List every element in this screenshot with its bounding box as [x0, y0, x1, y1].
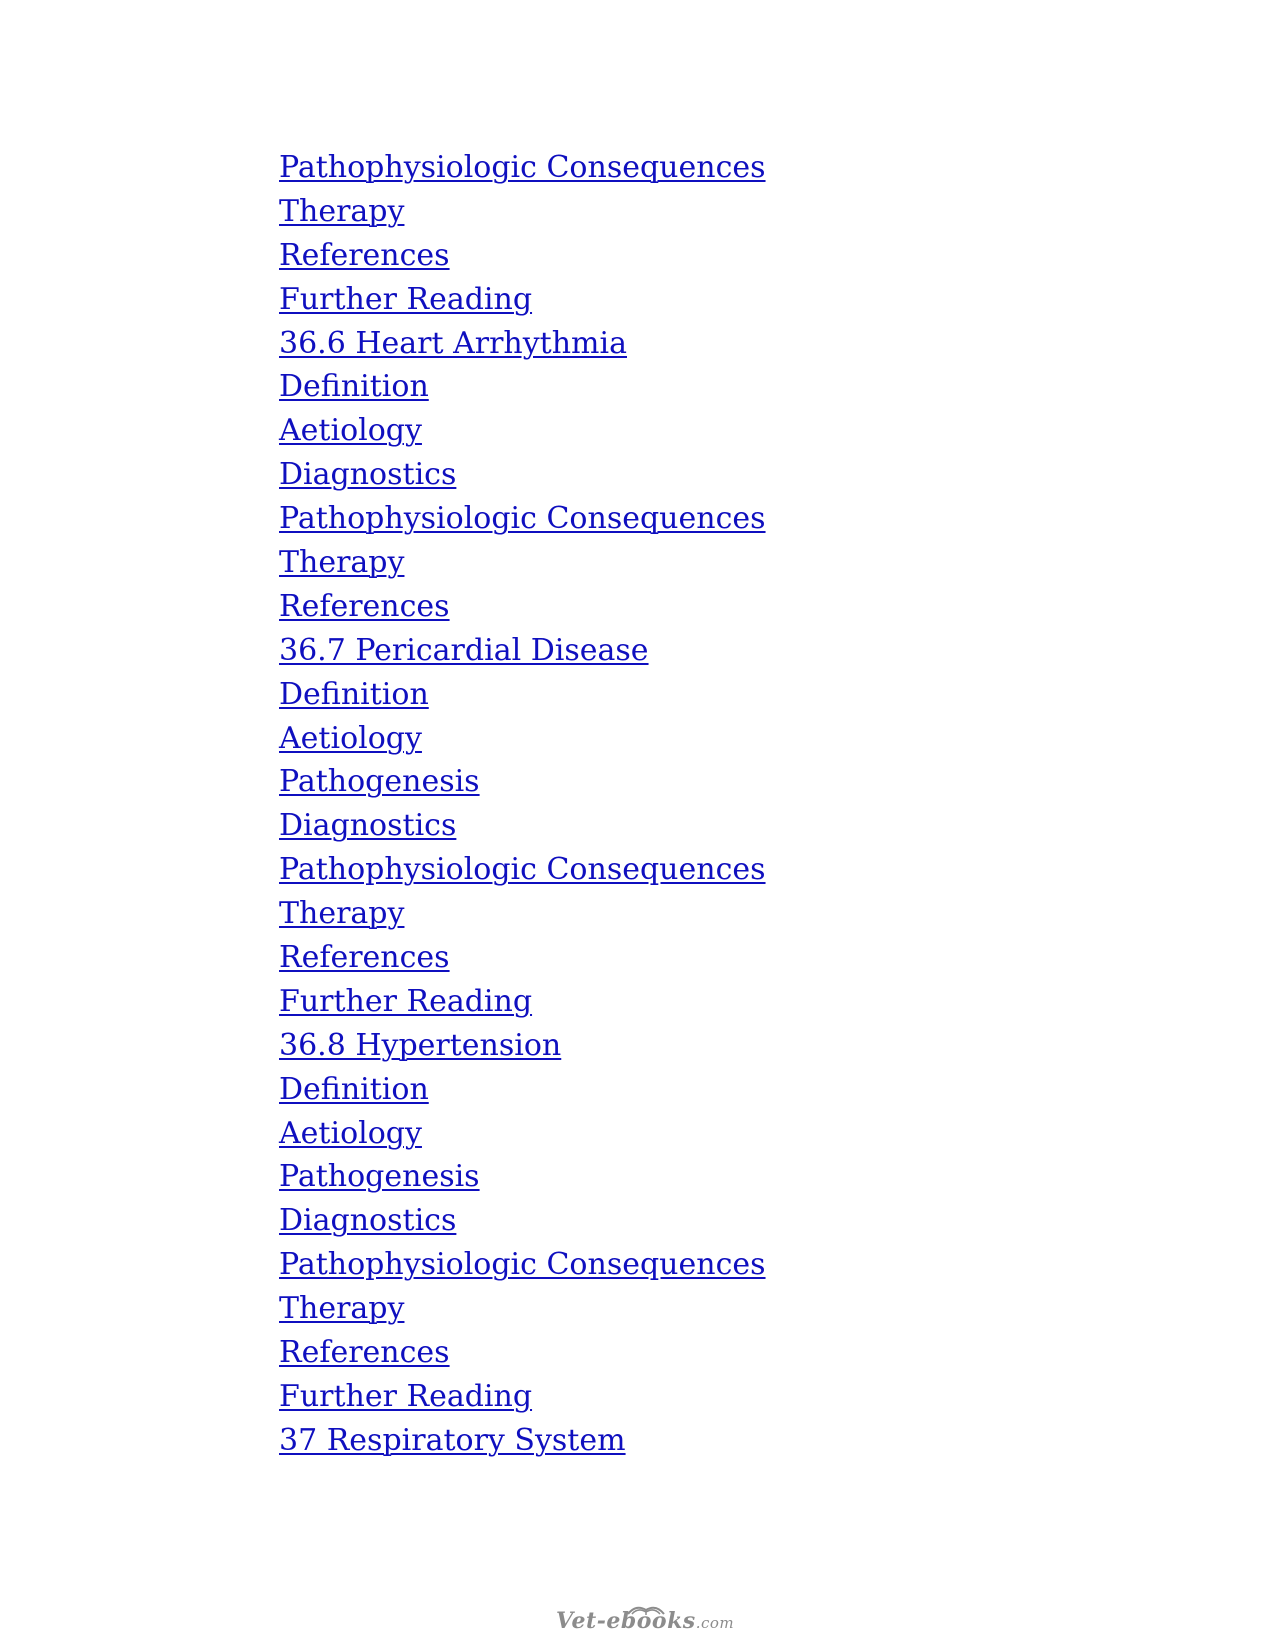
toc-link[interactable]: 36.8 Hypertension: [279, 1027, 562, 1063]
toc-link[interactable]: Pathophysiologic Consequences: [279, 852, 766, 888]
toc-link[interactable]: Pathophysiologic Consequences: [279, 150, 766, 185]
toc-entry: [279, 541, 766, 585]
toc-link[interactable]: Pathophysiologic Consequences: [279, 1247, 766, 1283]
toc-entry: [279, 1287, 766, 1331]
toc-entry: [279, 1243, 766, 1287]
footer-logo: [556, 1600, 735, 1636]
toc-entry: [279, 190, 766, 234]
table-of-contents: [279, 146, 766, 1463]
toc-entry: [279, 936, 766, 980]
toc-link[interactable]: 37 Respiratory System: [279, 1422, 626, 1458]
toc-link[interactable]: 36.7 Pericardial Disease: [279, 632, 649, 668]
toc-entry: [279, 1068, 766, 1112]
toc-entry: [279, 497, 766, 541]
toc-link[interactable]: Aetiology: [279, 720, 422, 756]
footer-logo-text: [556, 1608, 734, 1634]
toc-entry: [279, 453, 766, 497]
toc-link[interactable]: References: [279, 588, 450, 624]
toc-entry: [279, 322, 766, 366]
toc-entry: [279, 1112, 766, 1156]
toc-link[interactable]: Diagnostics: [279, 457, 457, 493]
toc-entry: [279, 673, 766, 717]
toc-link[interactable]: Diagnostics: [279, 1203, 457, 1239]
toc-entry: [279, 848, 766, 892]
toc-entry: [279, 1024, 766, 1068]
toc-entry: [279, 146, 766, 190]
toc-link[interactable]: Therapy: [279, 1291, 405, 1327]
toc-link[interactable]: Therapy: [279, 896, 405, 932]
toc-link[interactable]: References: [279, 940, 450, 976]
toc-entry: [279, 1419, 766, 1463]
toc-entry: [279, 629, 766, 673]
toc-entry: [279, 1375, 766, 1419]
toc-entry: [279, 585, 766, 629]
toc-entry: [279, 409, 766, 453]
toc-link[interactable]: Definition: [279, 676, 429, 712]
toc-link[interactable]: 36.6 Heart Arrhythmia: [279, 325, 627, 361]
toc-link[interactable]: References: [279, 237, 450, 273]
toc-link[interactable]: Aetiology: [279, 413, 422, 449]
toc-entry: [279, 1199, 766, 1243]
toc-link[interactable]: Further Reading: [279, 1378, 533, 1414]
toc-entry: [279, 365, 766, 409]
toc-link[interactable]: Pathogenesis: [279, 764, 480, 800]
toc-link[interactable]: References: [279, 1335, 450, 1371]
toc-entry: [279, 980, 766, 1024]
toc-entry: [279, 717, 766, 761]
toc-link[interactable]: Pathogenesis: [279, 1159, 480, 1195]
toc-entry: [279, 1331, 766, 1375]
toc-entry: [279, 804, 766, 848]
footer-logo-suffix: .com: [695, 1614, 735, 1632]
toc-entry: [279, 1155, 766, 1199]
footer-logo-name: Vet-ebooks: [556, 1608, 696, 1634]
toc-link[interactable]: Further Reading: [279, 281, 533, 317]
toc-link[interactable]: Further Reading: [279, 983, 533, 1019]
toc-link[interactable]: Therapy: [279, 545, 405, 581]
toc-link[interactable]: Pathophysiologic Consequences: [279, 501, 766, 537]
toc-link[interactable]: Diagnostics: [279, 808, 457, 844]
toc-link[interactable]: Definition: [279, 1071, 429, 1107]
toc-link[interactable]: Aetiology: [279, 1115, 422, 1151]
toc-entry: [279, 760, 766, 804]
toc-entry: [279, 234, 766, 278]
toc-entry: [279, 278, 766, 322]
toc-entry: [279, 892, 766, 936]
toc-link[interactable]: Definition: [279, 369, 429, 405]
toc-link[interactable]: Therapy: [279, 193, 405, 229]
